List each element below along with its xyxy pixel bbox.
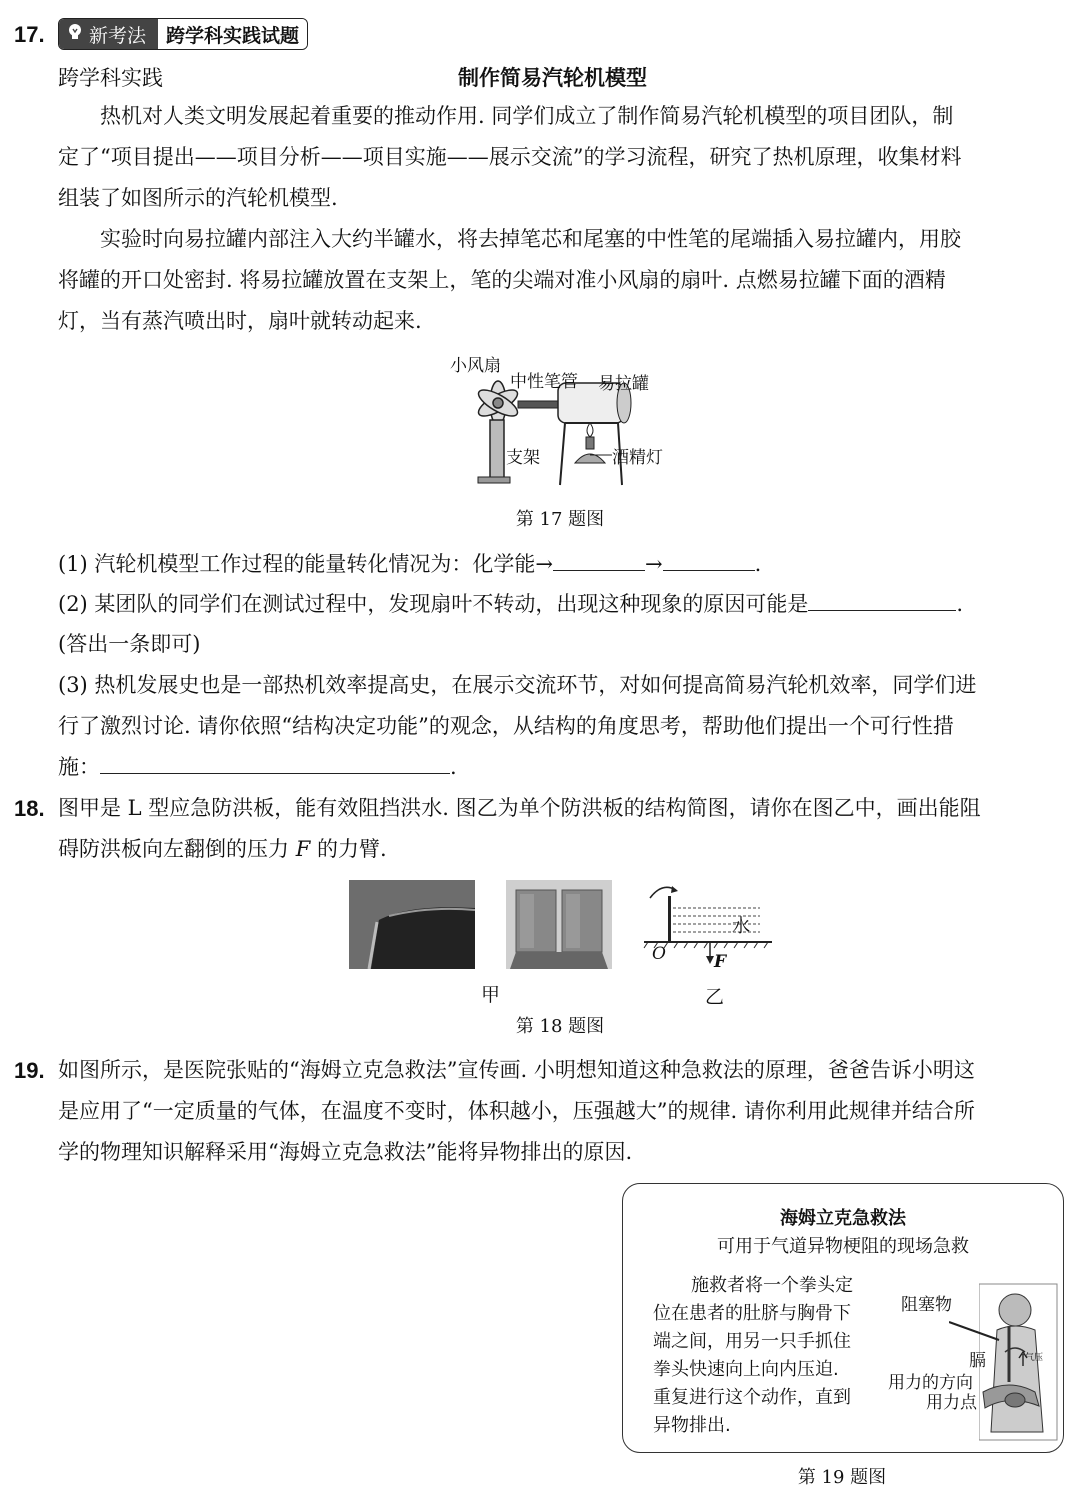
question-17-number: 17. [14, 22, 45, 47]
board-diagram [640, 878, 775, 973]
label-obstruction: 阻塞物 [901, 1295, 952, 1315]
flood-board-photo [506, 880, 612, 969]
figure-19-caption: 第 19 题图 [797, 1467, 887, 1488]
label-stand: 支架 [506, 448, 540, 468]
label-force-point: 用力点 [926, 1393, 977, 1413]
poster-title: 海姆立克急救法 [780, 1208, 906, 1229]
answer-blank-1[interactable] [553, 548, 645, 571]
label-air-pressure: 气压 [1025, 1353, 1044, 1363]
question-18-number: 18. [14, 796, 45, 821]
answer-blank-3[interactable] [808, 588, 956, 611]
q17-sub2-note: (答出一条即可) [58, 632, 201, 656]
new-method-tag [58, 18, 308, 50]
label-can: 易拉罐 [598, 374, 649, 394]
q17-sub3: (3) 热机发展史也是一部热机效率提高史，在展示交流环节，对如何提高简易汽轮机效率，同学们进 行了激烈讨论. 请你依照“结构决定功能”的观念，从结构的角度思考，帮助他们提出一个可行性措 施： . [58, 673, 977, 779]
q17-paragraph-1: 热机对人类文明发展起着重要的推动作用. 同学们成立了制作简易汽轮机模型的项目团队，制 定了“项目提出——项目分析——项目实施——展示交流”的学习流程，研究了热机原理，收集材料 组装了如图所示的汽轮机模型. [58, 104, 962, 210]
heimlich-poster [622, 1183, 1064, 1453]
figure-18-caption: 第 18 题图 [515, 1016, 605, 1037]
q17-title: 制作简易汽轮机模型 [458, 66, 647, 90]
body-illustration [979, 1282, 1059, 1442]
turbine-figure [440, 345, 690, 495]
question-19-number: 19. [14, 1058, 45, 1083]
answer-blank-2[interactable] [663, 548, 755, 571]
answer-blank-4[interactable] [100, 751, 450, 774]
poster-instructions: 施救者将一个拳头定 位在患者的肚脐与胸骨下 端之间，用另一只手抓住 拳头快速向上向内压迫. 重复进行这个动作，直到 异物排出. [653, 1275, 853, 1436]
lightbulb-icon [67, 23, 83, 46]
label-fan: 小风扇 [450, 356, 501, 376]
q19-text: 如图所示，是医院张贴的“海姆立克急救法”宣传画. 小明想知道这种急救法的原理，爸爸告诉小明这 是应用了“一定质量的气体，在温度不变时，体积越小，压强越大”的规律. 请你利用此规律并结合所 学的物理知识解释采用“海姆立克急救法”能将异物排出的原因. [58, 1058, 975, 1164]
poster-subtitle: 可用于气道异物梗阻的现场急救 [717, 1236, 969, 1257]
label-force-direction: 用力的方向 [888, 1373, 973, 1393]
obstruction-pointer [949, 1314, 1005, 1344]
tag-new-label: 新考法 [89, 24, 147, 47]
label-jia: 甲 [481, 984, 501, 1006]
label-force-f: F [714, 952, 727, 972]
label-water: 水 [732, 916, 750, 937]
flood-photo [349, 880, 475, 969]
figure-17-caption: 第 17 题图 [515, 509, 605, 530]
q17-sub1: (1) 汽轮机模型工作过程的能量转化情况为：化学能→ → . [58, 544, 1068, 585]
subject-label: 跨学科实践 [58, 66, 163, 90]
q18-text: 图甲是 L 型应急防洪板，能有效阻挡洪水. 图乙为单个防洪板的结构简图，请你在图乙中，画出能阻 碍防洪板向左翻倒的压力 F 的力臂. [58, 796, 981, 861]
label-diaphragm: 膈 [969, 1351, 986, 1371]
label-pivot-o: O [652, 944, 666, 964]
q17-paragraph-2: 实验时向易拉罐内部注入大约半罐水，将去掉笔芯和尾塞的中性笔的尾端插入易拉罐内，用胶 将罐的开口处密封. 将易拉罐放置在支架上，笔的尖端对准小风扇的扇叶. 点燃易拉罐下面的酒精 灯，当有蒸汽喷出时，扇叶就转动起来. [58, 227, 961, 333]
label-pen-tube: 中性笔管 [510, 372, 578, 392]
tag-type-label: 跨学科实践试题 [158, 19, 307, 49]
q17-sub2: (2) 某团队的同学们在测试过程中，发现扇叶不转动，出现这种现象的原因可能是 . [58, 584, 1068, 625]
label-lamp: 酒精灯 [612, 448, 663, 468]
label-yi: 乙 [705, 986, 725, 1008]
